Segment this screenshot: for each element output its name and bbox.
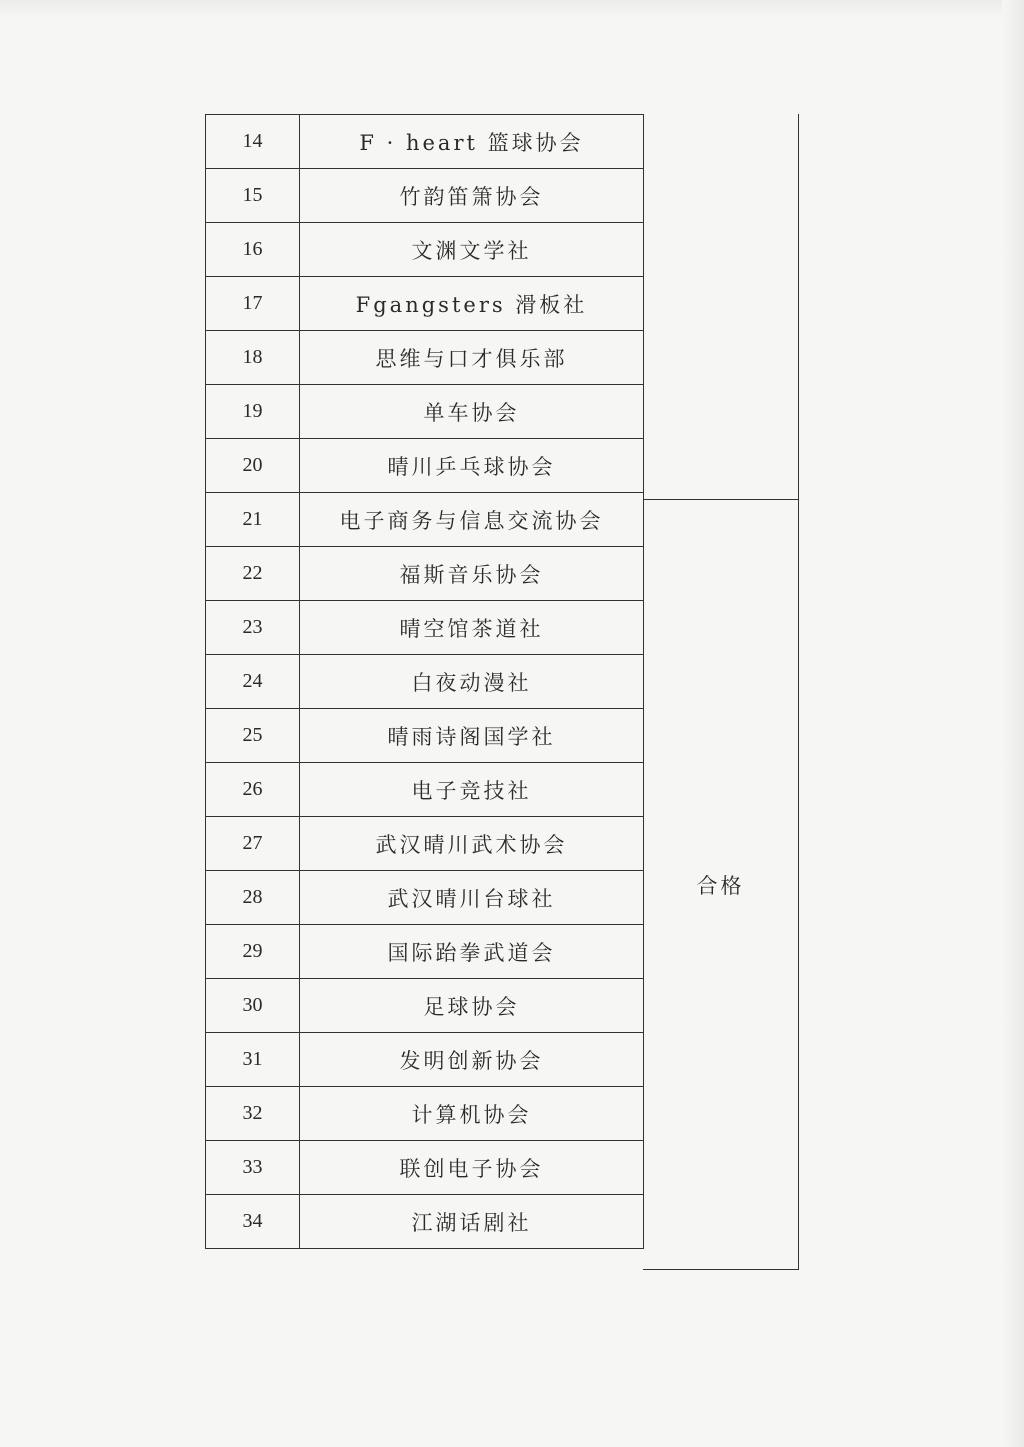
- row-number: 17: [206, 277, 300, 330]
- table-row: [206, 871, 644, 925]
- association-name: 思维与口才俱乐部: [300, 331, 644, 384]
- association-name: 晴川乒乓球协会: [300, 439, 644, 492]
- table-row: [206, 709, 644, 763]
- association-name: 竹韵笛箫协会: [300, 169, 644, 222]
- association-name: 文渊文学社: [300, 223, 644, 276]
- row-number: 19: [206, 385, 300, 438]
- association-name: 国际跆拳武道会: [300, 925, 644, 978]
- association-name: 单车协会: [300, 385, 644, 438]
- row-number: 28: [206, 871, 300, 924]
- table-row: [206, 385, 644, 439]
- row-number: 26: [206, 763, 300, 816]
- association-name: 足球协会: [300, 979, 644, 1032]
- association-name: 发明创新协会: [300, 1033, 644, 1086]
- row-number: 25: [206, 709, 300, 762]
- row-number: 14: [206, 115, 300, 168]
- table-row: [206, 277, 644, 331]
- table-row: [206, 439, 644, 493]
- table-row: [206, 601, 644, 655]
- association-name: 电子商务与信息交流协会: [300, 493, 644, 546]
- table-row: [206, 331, 644, 385]
- row-number: 21: [206, 493, 300, 546]
- table-row: [206, 493, 644, 547]
- association-name: 江湖话剧社: [300, 1195, 644, 1248]
- association-name: 联创电子协会: [300, 1141, 644, 1194]
- table-row: [206, 925, 644, 979]
- association-name: 白夜动漫社: [300, 655, 644, 708]
- row-number: 18: [206, 331, 300, 384]
- evaluation-label-qualified: 合格: [696, 873, 745, 898]
- row-number: 22: [206, 547, 300, 600]
- association-name: F · heart 篮球协会: [300, 115, 644, 168]
- association-name: 福斯音乐协会: [300, 547, 644, 600]
- row-number: 16: [206, 223, 300, 276]
- evaluation-column: [643, 114, 799, 1270]
- table-row: [206, 115, 644, 169]
- row-number: 27: [206, 817, 300, 870]
- page-top-shadow: [0, 0, 1024, 18]
- table-row: [206, 1141, 644, 1195]
- table-row: [206, 979, 644, 1033]
- table-row: [206, 547, 644, 601]
- table-row: [206, 1033, 644, 1087]
- table-row: [206, 655, 644, 709]
- evaluation-cell-upper: [643, 114, 799, 500]
- table-row: [206, 169, 644, 223]
- row-number: 34: [206, 1195, 300, 1248]
- row-number: 24: [206, 655, 300, 708]
- row-number: 29: [206, 925, 300, 978]
- table-row: [206, 1087, 644, 1141]
- table-row: [206, 1195, 644, 1249]
- row-number: 32: [206, 1087, 300, 1140]
- row-number: 20: [206, 439, 300, 492]
- table-row: [206, 817, 644, 871]
- association-name: Fgangsters 滑板社: [300, 277, 644, 330]
- association-name: 电子竞技社: [300, 763, 644, 816]
- association-name: 晴雨诗阁国学社: [300, 709, 644, 762]
- row-number: 31: [206, 1033, 300, 1086]
- evaluation-cell-lower: [643, 500, 799, 1270]
- table-row: [206, 763, 644, 817]
- association-name: 计算机协会: [300, 1087, 644, 1140]
- association-name: 武汉晴川台球社: [300, 871, 644, 924]
- row-number: 30: [206, 979, 300, 1032]
- association-table: [205, 114, 644, 1249]
- row-number: 33: [206, 1141, 300, 1194]
- association-name: 武汉晴川武术协会: [300, 817, 644, 870]
- row-number: 15: [206, 169, 300, 222]
- row-number: 23: [206, 601, 300, 654]
- table-row: [206, 223, 644, 277]
- page-edge-shadow: [1002, 0, 1024, 1447]
- association-name: 晴空馆茶道社: [300, 601, 644, 654]
